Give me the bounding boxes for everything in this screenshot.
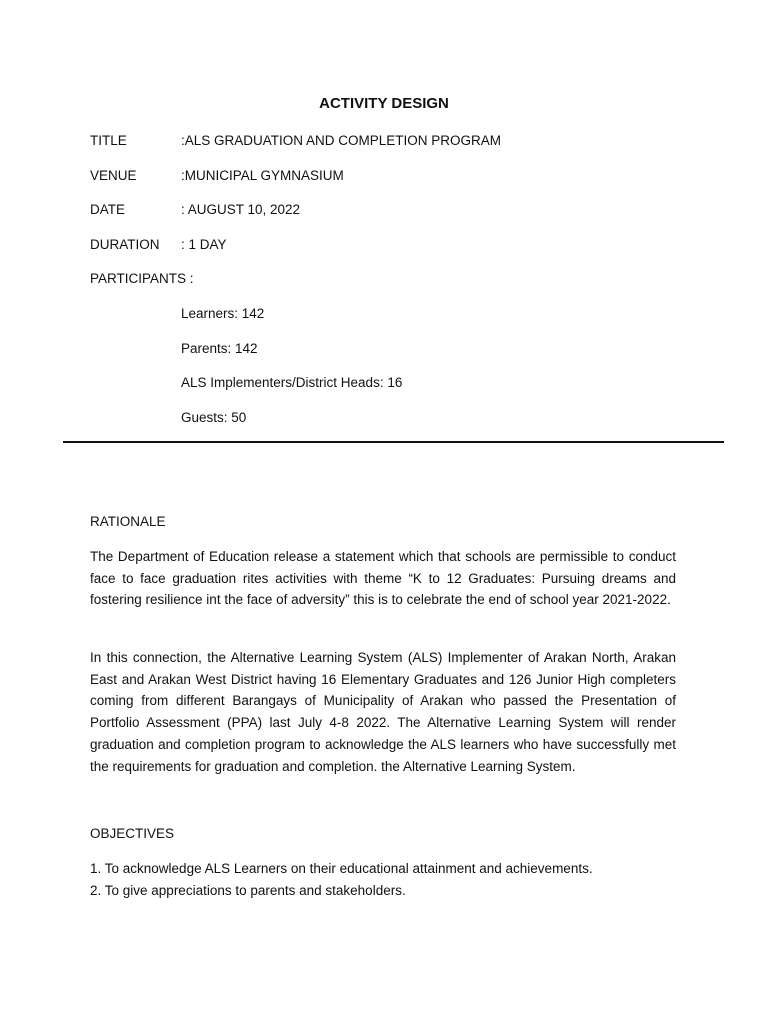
field-date — [90, 201, 300, 219]
participant-parents: Parents: 142 — [181, 341, 258, 356]
field-value: :MUNICIPAL GYMNASIUM — [181, 168, 344, 183]
participant-learners: Learners: 142 — [181, 306, 265, 321]
objective-item: 1. To acknowledge ALS Learners on their educational attainment and achievements. — [90, 861, 593, 876]
field-venue — [90, 167, 344, 185]
field-label: TITLE — [90, 133, 127, 148]
field-value: : AUGUST 10, 2022 — [181, 202, 301, 217]
participants-label: PARTICIPANTS : — [90, 271, 194, 286]
participant-implementers: ALS Implementers/District Heads: 16 — [181, 375, 403, 390]
rationale-heading: RATIONALE — [90, 514, 166, 529]
field-duration — [90, 236, 227, 254]
objective-item: 2. To give appreciations to parents and stakeholders. — [90, 883, 406, 898]
field-label: DATE — [90, 202, 126, 217]
field-title — [90, 132, 501, 150]
field-value: :ALS GRADUATION AND COMPLETION PROGRAM — [181, 133, 502, 148]
rationale-paragraph-2: In this connection, the Alternative Learning System (ALS) Implementer of Arakan North, Arakan East and Arakan West District having 16 Elementary Graduates and 126 Junior High completers coming from different Barangays of Municipality of Arakan who passed the Presentation of Portfolio Assessment (PPA) last July 4-8 2022. The Alternative Learning System will render graduation and completion program to acknowledge the ALS learners who have successfully met the requirements for graduation and completion. the Alternative Learning System. — [90, 650, 676, 774]
objectives-heading: OBJECTIVES — [90, 826, 175, 841]
document-title: ACTIVITY DESIGN — [319, 95, 449, 112]
field-value: : 1 DAY — [181, 237, 227, 252]
rationale-paragraph-1: The Department of Education release a statement which that schools are permissible to conduct face to face graduation rites activities with theme “K to 12 Graduates: Pursuing dreams and fostering resilience int the face of adversity” this is to celebrate the end of school year 2021-2022. — [90, 549, 676, 608]
field-label: VENUE — [90, 168, 137, 183]
field-label: DURATION — [90, 237, 160, 252]
section-divider — [63, 441, 724, 443]
participant-guests: Guests: 50 — [181, 410, 247, 425]
